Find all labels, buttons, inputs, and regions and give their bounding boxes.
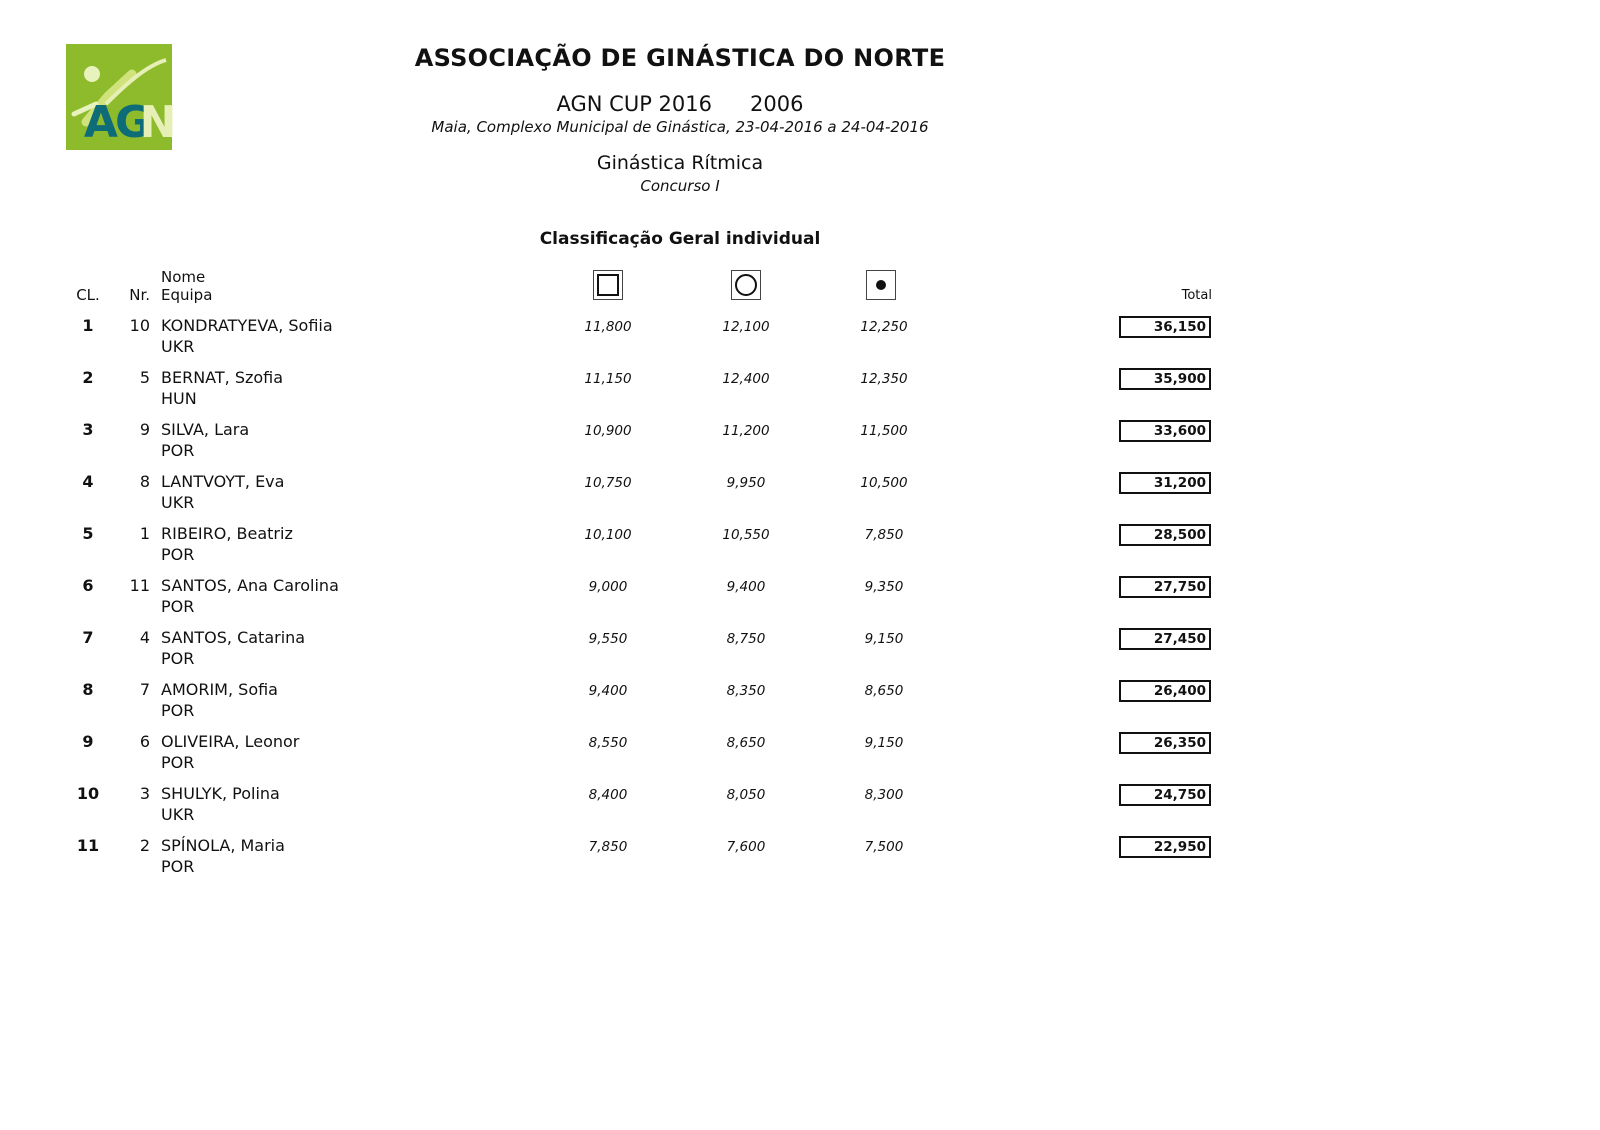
agn-logo: [66, 44, 177, 150]
apparatus-3-score: 8,650: [864, 683, 904, 699]
apparatus-3-score: 11,500: [860, 423, 908, 439]
total-score: 24,750: [1119, 784, 1211, 806]
apparatus-3-score: 7,850: [864, 527, 904, 543]
square-icon: [593, 270, 623, 300]
circle-icon: [731, 270, 761, 300]
athlete-name: SHULYK, Polina: [161, 784, 280, 803]
rank-cell: 5: [82, 524, 94, 543]
athlete-name: LANTVOYT, Eva: [161, 472, 285, 491]
rank-cell: 9: [82, 732, 94, 751]
column-header-name: Nome: [161, 268, 206, 286]
rank-cell: 4: [82, 472, 94, 491]
number-cell: 7: [139, 680, 150, 699]
table-row: [0, 836, 1600, 882]
number-cell: 8: [139, 472, 150, 491]
athlete-name: RIBEIRO, Beatriz: [161, 524, 293, 543]
apparatus-1-score: 9,400: [588, 683, 628, 699]
event-name: AGN CUP 2016: [556, 92, 713, 116]
team-code: POR: [161, 857, 195, 876]
apparatus-2-score: 9,950: [726, 475, 766, 491]
number-cell: 10: [129, 316, 150, 335]
apparatus-1-score: 7,850: [588, 839, 628, 855]
total-score: 33,600: [1119, 420, 1211, 442]
apparatus-3-score: 12,350: [860, 371, 908, 387]
athlete-name: KONDRATYEVA, Sofiia: [161, 316, 333, 335]
athlete-name: SANTOS, Ana Carolina: [161, 576, 339, 595]
total-score: 35,900: [1119, 368, 1211, 390]
agn-logo-lettering-n: N: [139, 97, 177, 148]
number-cell: 2: [139, 836, 150, 855]
team-code: POR: [161, 597, 195, 616]
apparatus-1-score: 9,550: [588, 631, 628, 647]
athlete-name: AMORIM, Sofia: [161, 680, 278, 699]
apparatus-1-score: 11,150: [584, 371, 632, 387]
ranking-title: Classificação Geral individual: [539, 229, 821, 249]
athlete-name: OLIVEIRA, Leonor: [161, 732, 300, 751]
number-cell: 6: [139, 732, 150, 751]
apparatus-2-score: 9,400: [726, 579, 766, 595]
team-code: HUN: [161, 389, 197, 408]
table-row: [0, 784, 1600, 830]
total-score: 27,450: [1119, 628, 1211, 650]
agn-logo-lettering: AG: [83, 97, 149, 148]
column-header-number: Nr.: [129, 286, 150, 304]
team-code: UKR: [161, 805, 195, 824]
rank-cell: 2: [82, 368, 94, 387]
apparatus-2-score: 12,400: [722, 371, 770, 387]
column-header-team: Equipa: [161, 286, 213, 304]
total-score: 22,950: [1119, 836, 1211, 858]
rank-cell: 3: [82, 420, 94, 439]
total-score: 27,750: [1119, 576, 1211, 598]
athlete-name: SILVA, Lara: [161, 420, 250, 439]
apparatus-3-score: 10,500: [860, 475, 908, 491]
table-row: [0, 680, 1600, 726]
table-row: [0, 628, 1600, 674]
athlete-name: SANTOS, Catarina: [161, 628, 306, 647]
apparatus-2-score: 8,050: [726, 787, 766, 803]
team-code: UKR: [161, 337, 195, 356]
apparatus-1-score: 11,800: [584, 319, 632, 335]
discipline-title: Ginástica Rítmica: [596, 152, 764, 174]
table-row: [0, 368, 1600, 414]
apparatus-3-score: 9,150: [864, 631, 904, 647]
apparatus-2-score: 10,550: [722, 527, 770, 543]
event-line: [380, 92, 980, 116]
apparatus-1-score: 9,000: [588, 579, 628, 595]
athlete-name: BERNAT, Szofia: [161, 368, 284, 387]
rank-cell: 7: [82, 628, 94, 647]
table-row: [0, 732, 1600, 778]
total-score: 36,150: [1119, 316, 1211, 338]
team-code: POR: [161, 753, 195, 772]
table-row: [0, 316, 1600, 362]
number-cell: 4: [139, 628, 150, 647]
table-row: [0, 524, 1600, 570]
rank-cell: 11: [76, 836, 100, 855]
apparatus-1-score: 10,100: [584, 527, 632, 543]
total-score: 26,400: [1119, 680, 1211, 702]
apparatus-3-score: 8,300: [864, 787, 904, 803]
apparatus-2-score: 11,200: [722, 423, 770, 439]
apparatus-1-score: 8,400: [588, 787, 628, 803]
number-cell: 11: [129, 576, 150, 595]
apparatus-3-score: 9,350: [864, 579, 904, 595]
column-header-total: Total: [1181, 288, 1212, 303]
total-score: 31,200: [1119, 472, 1211, 494]
apparatus-3-score: 9,150: [864, 735, 904, 751]
number-cell: 1: [139, 524, 150, 543]
table-row: [0, 420, 1600, 466]
rank-cell: 6: [82, 576, 94, 595]
event-venue: Maia, Complexo Municipal de Ginástica, 23-04-2016 a 24-04-2016: [431, 118, 929, 136]
contest-label: Concurso I: [640, 177, 720, 195]
number-cell: 5: [139, 368, 150, 387]
team-code: POR: [161, 701, 195, 720]
table-row: [0, 576, 1600, 622]
column-header-rank: CL.: [76, 286, 100, 304]
event-year: 2006: [750, 92, 804, 116]
team-code: POR: [161, 441, 195, 460]
rank-cell: 1: [82, 316, 94, 335]
number-cell: 3: [139, 784, 150, 803]
rank-cell: 10: [76, 784, 100, 803]
rank-cell: 8: [82, 680, 94, 699]
apparatus-2-score: 8,750: [726, 631, 766, 647]
apparatus-1-score: 10,900: [584, 423, 632, 439]
team-code: POR: [161, 545, 195, 564]
agn-logo-graphic: [66, 44, 177, 150]
apparatus-3-score: 12,250: [860, 319, 908, 335]
table-row: [0, 472, 1600, 518]
apparatus-2-score: 8,650: [726, 735, 766, 751]
apparatus-2-score: 8,350: [726, 683, 766, 699]
athlete-name: SPÍNOLA, Maria: [161, 836, 285, 855]
apparatus-2-score: 7,600: [726, 839, 766, 855]
team-code: POR: [161, 649, 195, 668]
total-score: 26,350: [1119, 732, 1211, 754]
number-cell: 9: [139, 420, 150, 439]
apparatus-2-score: 12,100: [722, 319, 770, 335]
team-code: UKR: [161, 493, 195, 512]
dot-icon: [866, 270, 896, 300]
total-score: 28,500: [1119, 524, 1211, 546]
apparatus-1-score: 8,550: [588, 735, 628, 751]
organization-title: ASSOCIAÇÃO DE GINÁSTICA DO NORTE: [414, 44, 946, 72]
apparatus-3-score: 7,500: [864, 839, 904, 855]
apparatus-1-score: 10,750: [584, 475, 632, 491]
